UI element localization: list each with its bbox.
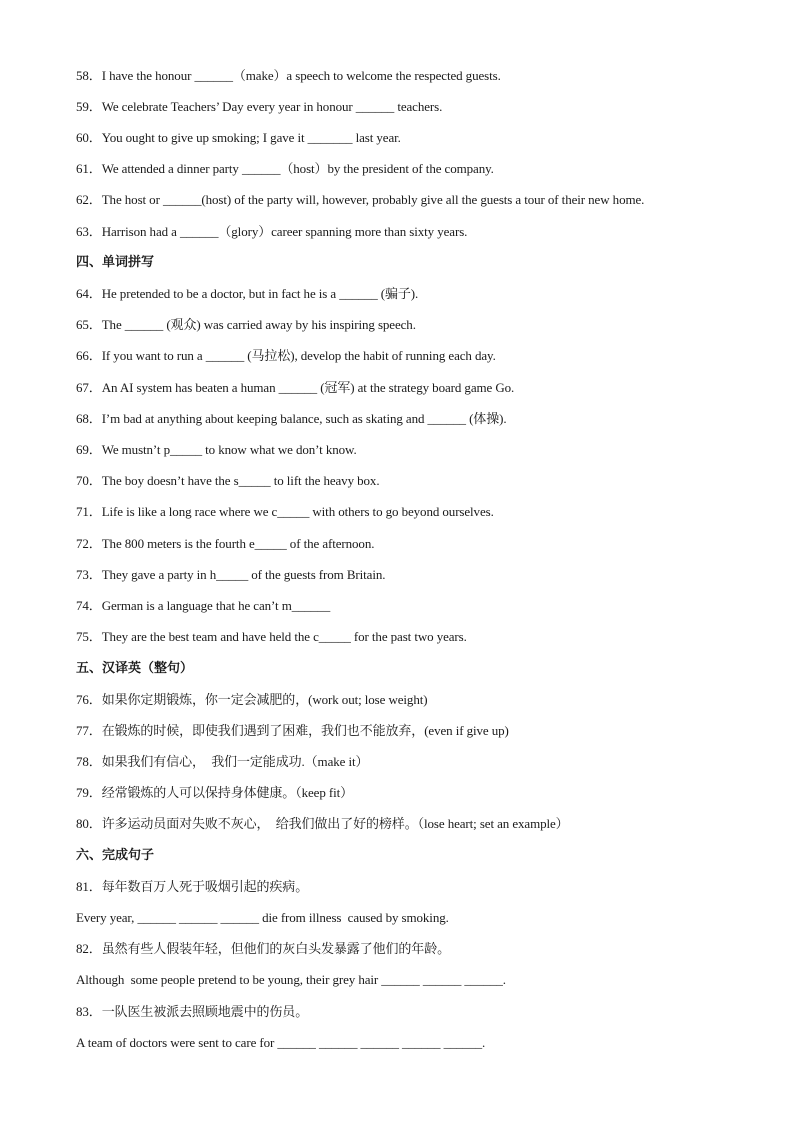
question-number: 81． xyxy=(76,879,102,894)
section-heading-complete-sentences: 六、完成句子 xyxy=(76,848,155,863)
question-66 xyxy=(76,348,496,364)
question-number: 62． xyxy=(76,192,102,207)
question-text: I’m bad at anything about keeping balance, such as skating and ______ (体操). xyxy=(101,411,507,426)
question-60 xyxy=(76,130,401,146)
question-74 xyxy=(76,598,330,614)
answer-text: Every year, ______ ______ ______ die from illness caused by smoking. xyxy=(76,910,449,925)
answer-line-83 xyxy=(76,1035,485,1051)
question-82 xyxy=(76,941,450,957)
question-number: 70． xyxy=(76,473,102,488)
question-59 xyxy=(76,99,442,115)
question-number: 73． xyxy=(76,567,102,582)
question-text: 经常锻炼的人可以保持身体健康。（keep fit） xyxy=(101,785,354,800)
question-number: 58． xyxy=(76,68,102,83)
question-80 xyxy=(76,816,569,832)
question-number: 60． xyxy=(76,130,102,145)
question-number: 59． xyxy=(76,99,102,114)
question-67 xyxy=(76,380,514,396)
question-text: Harrison had a ______（glory）career spanning more than sixty years. xyxy=(101,224,468,239)
question-number: 63． xyxy=(76,224,102,239)
question-text: 如果我们有信心， 我们一定能成功.（make it） xyxy=(101,754,369,769)
question-text: We celebrate Teachers’ Day every year in honour ______ teachers. xyxy=(101,99,443,114)
question-number: 68． xyxy=(76,411,102,426)
question-78 xyxy=(76,754,368,770)
question-text: If you want to run a ______ (马拉松), develop the habit of running each day. xyxy=(101,348,496,363)
question-text: 每年数百万人死于吸烟引起的疾病。 xyxy=(101,879,309,894)
question-text: You ought to give up smoking; I gave it _______ last year. xyxy=(101,130,401,145)
question-text: Life is like a long race where we c_____ with others to go beyond ourselves. xyxy=(101,504,494,519)
question-77 xyxy=(76,723,509,739)
question-text: The boy doesn’t have the s_____ to lift the heavy box. xyxy=(101,473,380,488)
question-text: 虽然有些人假装年轻，但他们的灰白头发暴露了他们的年龄。 xyxy=(101,941,451,956)
answer-line-82 xyxy=(76,972,506,988)
question-number: 66． xyxy=(76,348,102,363)
section-heading-translation: 五、汉译英（整句） xyxy=(76,661,194,676)
question-81 xyxy=(76,879,308,895)
question-63 xyxy=(76,224,467,240)
question-text: The 800 meters is the fourth e_____ of the afternoon. xyxy=(101,536,375,551)
question-number: 72． xyxy=(76,536,102,551)
question-text: He pretended to be a doctor, but in fact he is a ______ (骗子). xyxy=(101,286,419,301)
answer-line-81 xyxy=(76,910,449,926)
question-68 xyxy=(76,411,506,427)
question-73 xyxy=(76,567,385,583)
question-number: 74． xyxy=(76,598,102,613)
question-number: 64． xyxy=(76,286,102,301)
question-text: I have the honour ______（make）a speech to welcome the respected guests. xyxy=(101,68,501,83)
question-83 xyxy=(76,1004,308,1020)
question-69 xyxy=(76,442,357,458)
question-number: 79． xyxy=(76,785,102,800)
question-number: 83． xyxy=(76,1004,102,1019)
question-text: 一队医生被派去照顾地震中的伤员。 xyxy=(101,1004,309,1019)
question-70 xyxy=(76,473,379,489)
question-number: 80． xyxy=(76,816,102,831)
section-heading-spelling: 四、单词拼写 xyxy=(76,255,155,270)
question-number: 65． xyxy=(76,317,102,332)
answer-text: Although some people pretend to be young, their grey hair ______ ______ ______. xyxy=(76,972,506,987)
question-text: We attended a dinner party ______（host）by the president of the company. xyxy=(101,161,494,176)
question-text: 许多运动员面对失败不灰心， 给我们做出了好的榜样。（lose heart; set an example） xyxy=(101,816,569,831)
question-79 xyxy=(76,785,353,801)
question-58 xyxy=(76,68,501,84)
question-number: 77． xyxy=(76,723,102,738)
question-number: 75． xyxy=(76,629,102,644)
question-number: 82． xyxy=(76,941,102,956)
answer-text: A team of doctors were sent to care for ______ ______ ______ ______ ______. xyxy=(76,1035,486,1050)
question-text: The host or ______(host) of the party will, however, probably give all the guests a tour of their new home. xyxy=(101,192,645,207)
question-text: The ______ (观众) was carried away by his inspiring speech. xyxy=(101,317,416,332)
question-text: They are the best team and have held the c_____ for the past two years. xyxy=(101,629,467,644)
question-75 xyxy=(76,629,467,645)
question-61 xyxy=(76,161,494,177)
question-number: 67． xyxy=(76,380,102,395)
question-text: 在锻炼的时候，即使我们遇到了困难，我们也不能放弃，(even if give up) xyxy=(101,723,509,738)
question-65 xyxy=(76,317,416,333)
question-number: 78． xyxy=(76,754,102,769)
question-text: We mustn’t p_____ to know what we don’t know. xyxy=(101,442,357,457)
question-number: 71． xyxy=(76,504,102,519)
question-76 xyxy=(76,692,427,708)
question-text: German is a language that he can’t m______ xyxy=(101,598,331,613)
question-text: They gave a party in h_____ of the guests from Britain. xyxy=(101,567,386,582)
question-text: An AI system has beaten a human ______ (冠军) at the strategy board game Go. xyxy=(101,380,515,395)
question-number: 61． xyxy=(76,161,102,176)
question-62 xyxy=(76,192,644,208)
question-71 xyxy=(76,504,494,520)
question-64 xyxy=(76,286,418,302)
question-72 xyxy=(76,536,374,552)
question-number: 69． xyxy=(76,442,102,457)
question-number: 76． xyxy=(76,692,102,707)
question-text: 如果你定期锻炼，你一定会减肥的，(work out; lose weight) xyxy=(101,692,428,707)
